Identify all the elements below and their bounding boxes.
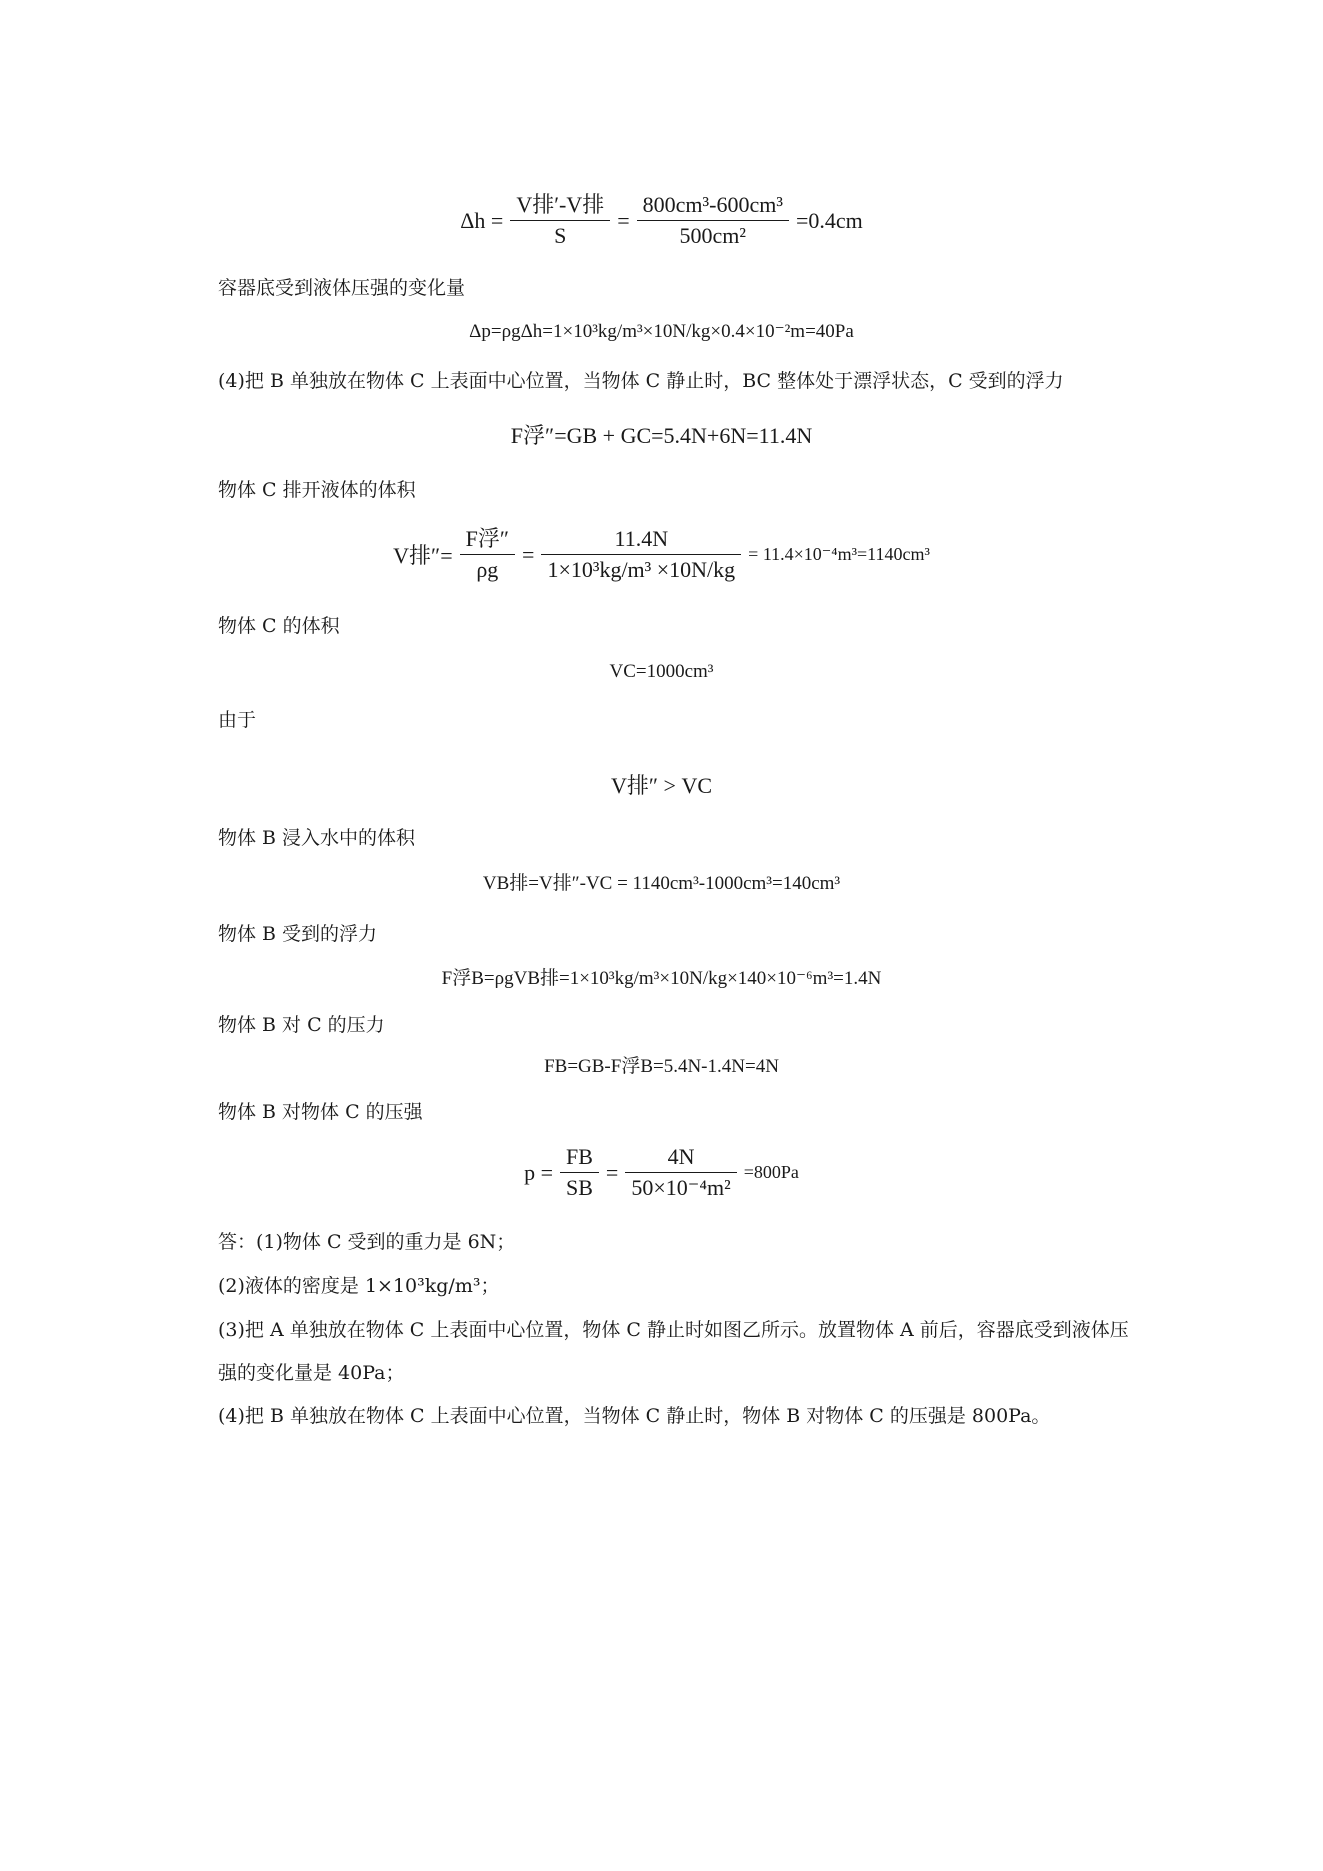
formula-delta-p: Δp=ρgΔh=1×10³kg/m³×10N/kg×0.4×10⁻²m=40Pa — [469, 321, 854, 342]
fraction — [560, 1142, 599, 1203]
formula-volume-b: VB排=V排″-VC = 1140cm³-1000cm³=140cm³ — [482, 873, 841, 894]
formula-pressure — [0, 1142, 1323, 1203]
text-line: 容器底受到液体压强的变化量 — [218, 277, 466, 299]
equals-sign: = — [617, 207, 630, 233]
answer-line: (3)把 A 单独放在物体 C 上表面中心位置，物体 C 静止时如图乙所示。放置物体 A 前后，容器底受到液体压 — [218, 1319, 1129, 1341]
numerator: V排′-V排 — [516, 192, 605, 217]
denominator: 1×10³kg/m³ ×10N/kg — [547, 557, 736, 582]
formula-force-b: FB=GB-F浮B=5.4N-1.4N=4N — [544, 1056, 779, 1077]
numerator: 11.4N — [614, 526, 669, 551]
denominator: ρg — [476, 557, 499, 582]
formula-buoyancy: F浮″=GB + GC=5.4N+6N=11.4N — [510, 423, 813, 448]
formula-displaced-volume — [0, 524, 1323, 585]
numerator: 800cm³-600cm³ — [642, 192, 783, 217]
fraction — [460, 524, 515, 585]
formula-result: =0.4cm — [795, 207, 863, 233]
denominator: 500cm² — [679, 223, 747, 248]
formula-lhs: V排″= — [393, 543, 453, 568]
answer-line: (2)液体的密度是 1×10³kg/m³； — [218, 1275, 500, 1297]
text-line: (4)把 B 单独放在物体 C 上表面中心位置，当物体 C 静止时，BC 整体处于漂浮状态，C 受到的浮力 — [218, 370, 1064, 392]
text-line: 物体 B 浸入水中的体积 — [218, 827, 416, 849]
answer-line: (4)把 B 单独放在物体 C 上表面中心位置，当物体 C 静止时，物体 B 对物体 C 的压强是 800Pa。 — [218, 1405, 1051, 1427]
text-line: 物体 B 对物体 C 的压强 — [218, 1101, 423, 1123]
formula-result: =800Pa — [743, 1162, 799, 1182]
fraction — [541, 524, 741, 585]
formula-delta-h — [0, 190, 1323, 251]
fraction — [625, 1142, 736, 1203]
formula-lhs: Δh = — [460, 207, 504, 233]
text-line: 物体 C 的体积 — [218, 615, 340, 637]
formula-comparison: V排″ > VC — [610, 773, 713, 798]
formula-result: = 11.4×10⁻⁴m³=1140cm³ — [748, 544, 930, 564]
fraction — [637, 190, 789, 251]
formula-buoyancy-b: F浮B=ρgVB排=1×10³kg/m³×10N/kg×140×10⁻⁶m³=1.4N — [441, 968, 882, 989]
equals-sign: = — [522, 541, 535, 567]
text-line: 由于 — [218, 709, 257, 731]
answer-line: 答：(1)物体 C 受到的重力是 6N； — [218, 1231, 516, 1253]
numerator: FB — [566, 1144, 593, 1169]
formula-volume-c: VC=1000cm³ — [609, 661, 714, 682]
text-line: 物体 B 对 C 的压力 — [218, 1014, 385, 1036]
fraction — [510, 190, 610, 251]
denominator: 50×10⁻⁴m² — [631, 1175, 731, 1200]
text-line: 物体 C 排开液体的体积 — [218, 479, 416, 501]
answer-line: 强的变化量是 40Pa； — [218, 1362, 405, 1384]
numerator: 4N — [667, 1144, 695, 1169]
equals-sign: = — [605, 1159, 619, 1185]
denominator: S — [554, 223, 567, 248]
text-line: 物体 B 受到的浮力 — [218, 923, 378, 945]
numerator: F浮″ — [465, 526, 510, 551]
denominator: SB — [566, 1175, 593, 1200]
formula-lhs: p = — [524, 1159, 553, 1185]
